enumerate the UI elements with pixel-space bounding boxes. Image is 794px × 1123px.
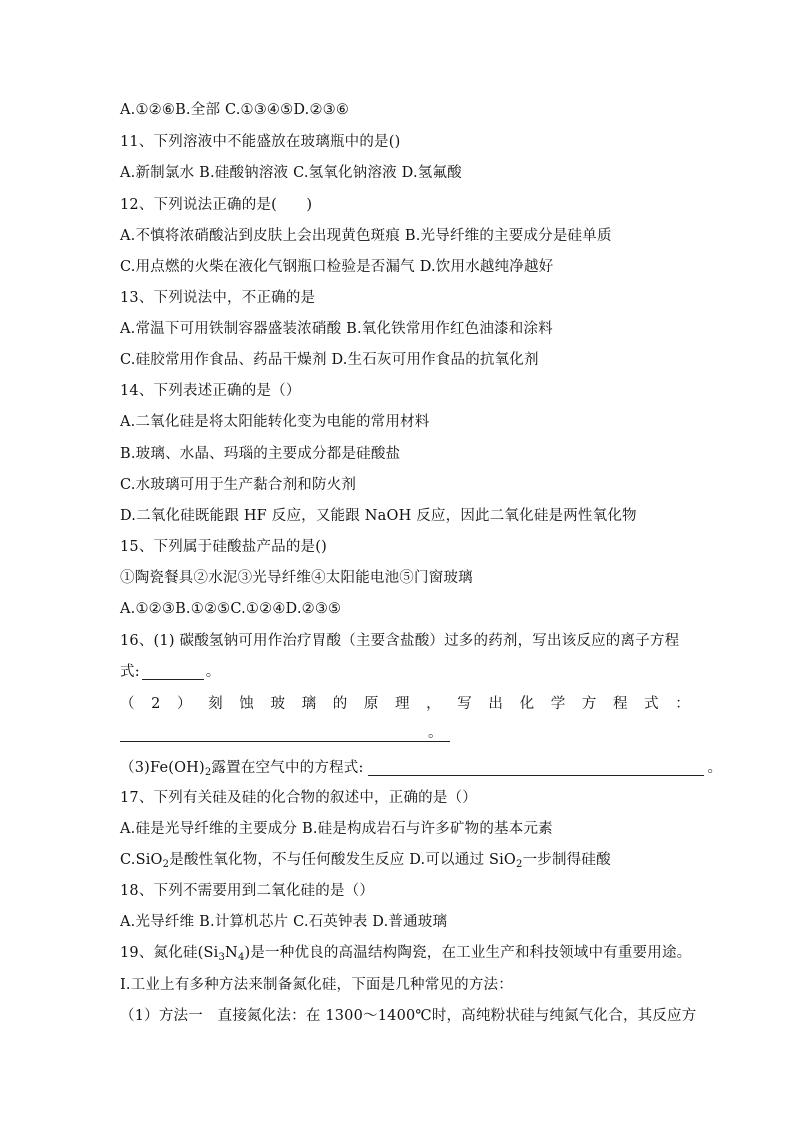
q13-options-ab: A.常温下可用铁制容器盛装浓硝酸 B.氧化铁常用作红色油漆和涂料 (120, 321, 553, 337)
q17-c-sub: 2 (162, 859, 170, 870)
q16-part2-stem (120, 693, 690, 715)
q16-part1-answer-blank[interactable] (142, 663, 204, 680)
q11-stem: 11、下列溶液中不能盛放在玻璃瓶中的是() (120, 134, 401, 150)
q19-n: N (225, 945, 238, 961)
q14-option-b: B.玻璃、水晶、玛瑙的主要成分都是硅酸盐 (120, 446, 401, 462)
q19-prefix: 19、氮化硅(Si (120, 945, 219, 961)
q10-answer-options: A.①②⑥B.全部 C.①③④⑤D.②③⑥ (120, 102, 350, 118)
q16-part2-char: （ (120, 696, 135, 712)
q14-stem: 14、下列表述正确的是（） (120, 383, 301, 399)
q14-option-a: A.二氧化硅是将太阳能转化变为电能的常用材料 (120, 414, 430, 430)
q14-option-d: D.二氧化硅既能跟 HF 反应，又能跟 NaOH 反应，因此二氧化硅是两性氧化物 (120, 508, 637, 524)
q16-part2-period: 。 (428, 725, 443, 741)
q16-part2-char: 方 (581, 696, 597, 712)
q19-part1-intro: Ⅰ.工业上有多种方法来制备氮化硅，下面是几种常见的方法： (120, 977, 513, 993)
q14-option-c: C.水玻璃可用于生产黏合剂和防火剂 (120, 477, 357, 493)
q16-part2-char: 的 (332, 696, 348, 712)
q16-part1-period: 。 (205, 664, 221, 680)
q13-options-cd: C.硅胶常用作食品、药品干燥剂 D.生石灰可用作食品的抗氧化剂 (120, 352, 539, 368)
q19-sub-3: 3 (218, 952, 226, 963)
q16-part2-char: ， (426, 696, 441, 712)
q16-part2-char: 化 (519, 696, 535, 712)
q19-text: )是一种优良的高温结构陶瓷，在工业生产和科技领域中有重要用途。 (244, 945, 692, 961)
q18-options: A.光导纤维 B.计算机芯片 C.石英钟表 D.普通玻璃 (120, 914, 448, 930)
q16-part2-char: 蚀 (239, 696, 254, 712)
q16-part2-char: ： (675, 696, 690, 712)
q16-part1-stem: 16、(1) 碳酸氢钠可用作治疗胃酸（主要含盐酸）过多的药剂，写出该反应的离子方程 (120, 633, 680, 649)
q16-part2-char: 2 (151, 696, 161, 712)
q16-part2-char: 出 (488, 696, 504, 712)
q16-part3-answer-blank[interactable] (368, 759, 704, 776)
q16-part2-answer-blank[interactable] (120, 741, 450, 742)
q16-part3-prefix: （3)Fe(OH) (120, 760, 205, 776)
q16-part2-char: ） (177, 696, 192, 712)
q16-part2-char: 写 (457, 696, 472, 712)
q17-d-text: 一步制得硅酸 (522, 852, 611, 868)
q12-stem: 12、下列说法正确的是( ) (120, 197, 313, 213)
q17-options-cd (120, 849, 690, 871)
q12-options-ab: A.不慎将浓硝酸沾到皮肤上会出现黄色斑痕 B.光导纤维的主要成分是硅单质 (120, 228, 612, 244)
q16-part3-text: 露置在空气中的方程式: (211, 760, 364, 776)
q13-stem: 13、下列说法中，不正确的是 (120, 290, 316, 306)
q16-part2-char: 程 (612, 696, 628, 712)
q15-stem: 15、下列属于硅酸盐产品的是() (120, 539, 327, 555)
q16-part1-prefix: 式: (120, 664, 140, 680)
q16-part2-char: 璃 (301, 696, 317, 712)
q16-part2-char: 刻 (208, 696, 223, 712)
q19-stem (120, 942, 690, 964)
q17-d-sub: 2 (516, 859, 523, 870)
q16-part2-char: 玻 (270, 696, 286, 712)
q17-options-ab: A.硅是光导纤维的主要成分 B.硅是构成岩石与许多矿物的基本元素 (120, 821, 553, 837)
q16-part3-period: 。 (707, 760, 723, 776)
q16-part2-char: 理 (395, 696, 410, 712)
q17-c-prefix: C.SiO (120, 852, 163, 868)
q19-sub-4: 4 (237, 952, 245, 963)
q16-part2-char: 学 (550, 696, 566, 712)
q16-part2-char: 原 (363, 696, 379, 712)
q16-part3-sub: 2 (204, 767, 212, 778)
q11-options: A.新制氯水 B.硅酸钠溶液 C.氢氧化钠溶液 D.氢氟酸 (120, 165, 462, 181)
q17-stem: 17、下列有关硅及硅的化合物的叙述中，正确的是（） (120, 790, 477, 806)
q17-c-text: 是酸性氧化物，不与任何酸发生反应 D.可以通过 SiO (169, 852, 517, 868)
q16-part3-line (120, 757, 723, 779)
q18-stem: 18、下列不需要用到二氧化硅的是（） (120, 883, 375, 899)
q16-part1-answer-line (120, 661, 690, 683)
q12-options-cd: C.用点燃的火柴在液化气钢瓶口检验是否漏气 D.饮用水越纯净越好 (120, 259, 554, 275)
q15-options: A.①②③B.①②⑤C.①②④D.②③⑤ (120, 601, 342, 617)
q19-method1: （1）方法一 直接氮化法：在 1300～1400℃时，高纯粉状硅与纯氮气化合，其反应方 (120, 1008, 697, 1024)
q15-items: ①陶瓷餐具②水泥③光导纤维④太阳能电池⑤门窗玻璃 (120, 570, 473, 586)
q16-part2-char: 式 (644, 696, 659, 712)
